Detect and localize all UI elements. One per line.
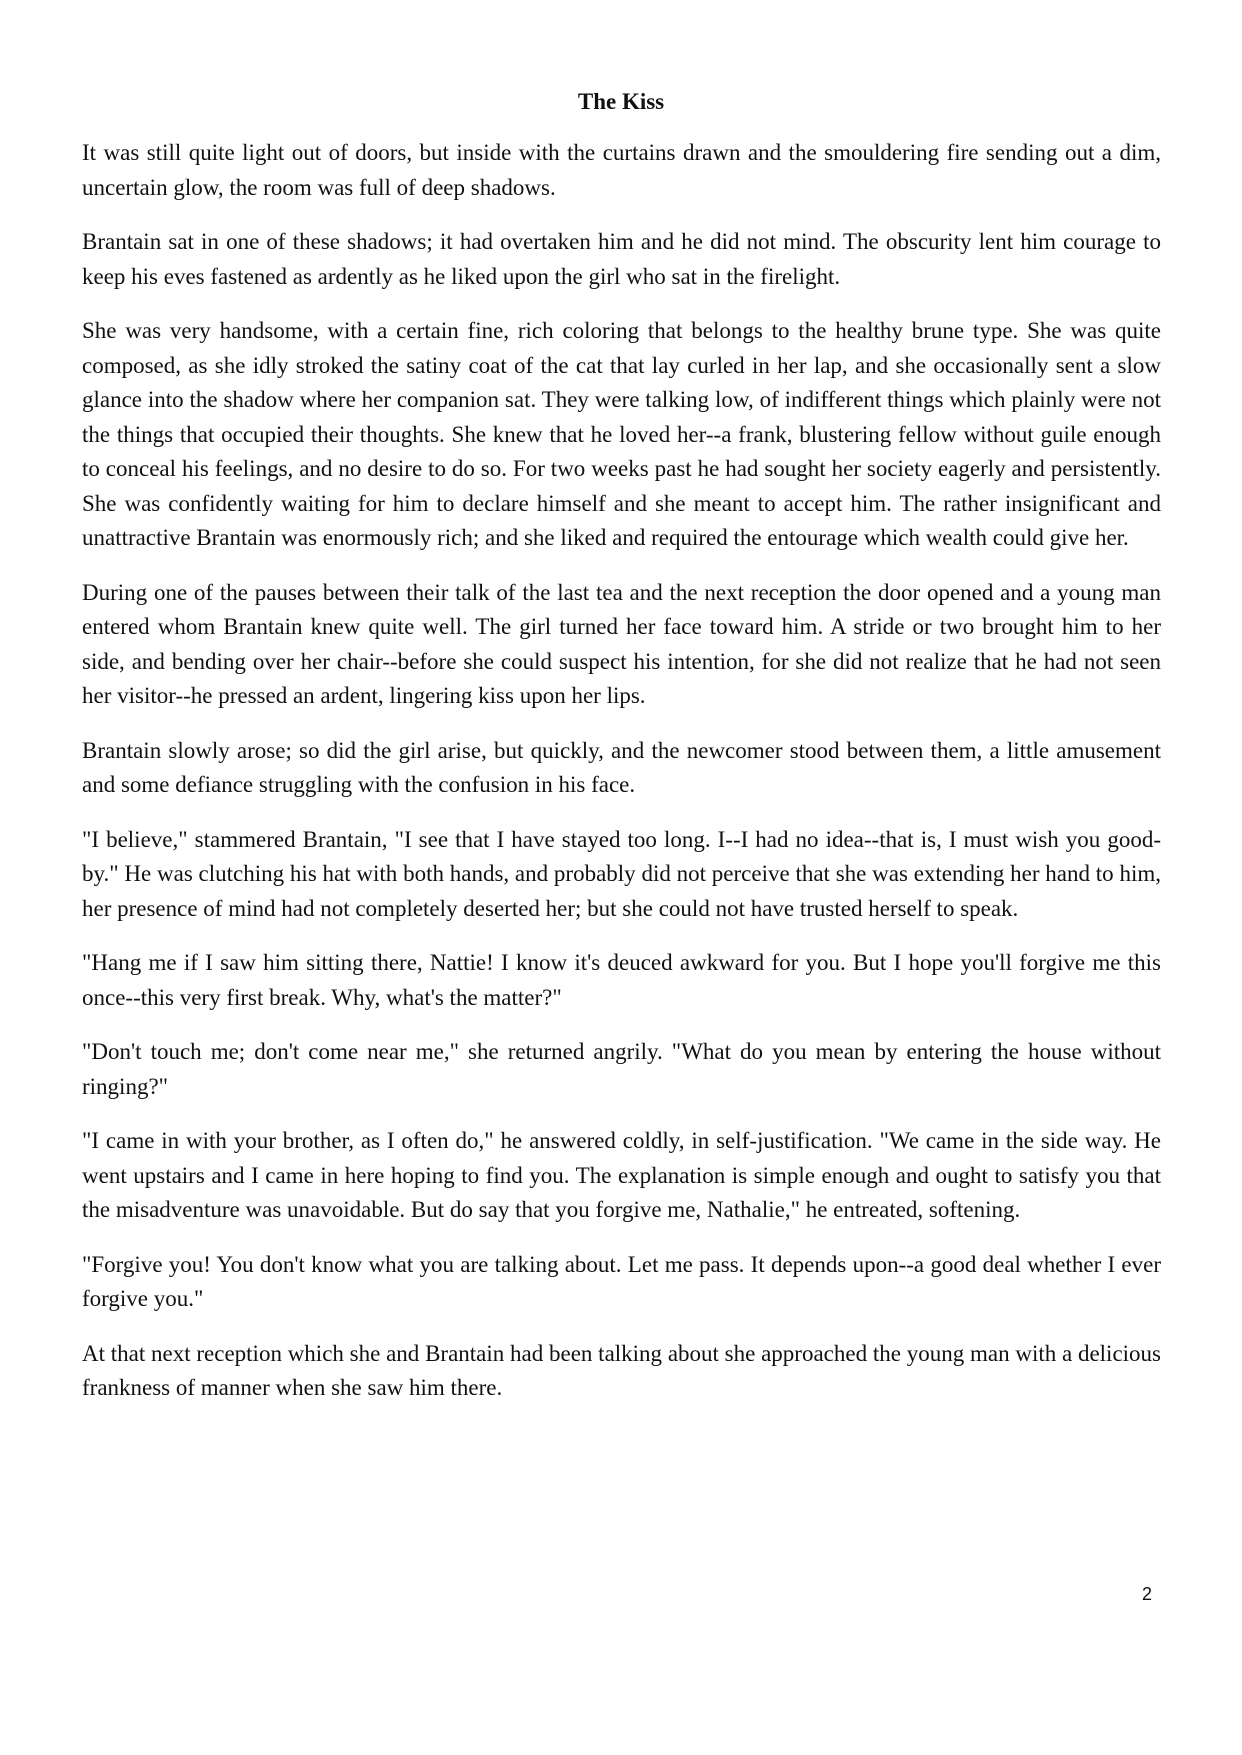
- paragraph-9: "I came in with your brother, as I often do," he answered coldly, in self-justification. "We came in the side way. He went upstairs and I came in here hoping to find you. The explanation is simple enough and ought to satisfy you that the misadventure was unavoidable. But do say that you forgive me, Nathalie," he entreated, softening.: [82, 1128, 1161, 1222]
- paragraph-4: During one of the pauses between their talk of the last tea and the next reception the door opened and a young man entered whom Brantain knew quite well. The girl turned her face toward him. A stride or two brought him to her side, and bending over her chair--before she could suspect his intention, for she did not realize that he had not seen her visitor--he pressed an ardent, lingering kiss upon her lips.: [82, 579, 1161, 708]
- paragraph-8: "Don't touch me; don't come near me," she returned angrily. "What do you mean by entering the house without ringing?": [82, 1039, 1161, 1099]
- paragraph-6: "I believe," stammered Brantain, "I see that I have stayed too long. I--I had no idea--that is, I must wish you good-by." He was clutching his hat with both hands, and probably did not perceive that she was extending her hand to him, her presence of mind had not completely deserted her; but she could not have trusted herself to speak.: [82, 826, 1161, 921]
- story-body: [82, 136, 1161, 1426]
- paragraph-3: She was very handsome, with a certain fine, rich coloring that belongs to the healthy brune type. She was quite composed, as she idly stroked the satiny coat of the cat that lay curled in her lap, and she occasionally sent a slow glance into the shadow where her companion sat. They were talking low, of indifferent things which plainly were not the things that occupied their thoughts. She knew that he loved her--a frank, blustering fellow without guile enough to conceal his feelings, and no desire to do so. For two weeks past he had sought her society eagerly and persistently. She was confidently waiting for him to declare himself and she meant to accept him. The rather insignificant and unattractive Brantain was enormously rich; and she liked and required the entourage which wealth could give her.: [82, 318, 1161, 550]
- page-number: 2: [1141, 1584, 1152, 1604]
- paragraph-11: At that next reception which she and Brantain had been talking about she approached the young man with a delicious frankness of manner when she saw him there.: [82, 1340, 1161, 1400]
- paragraph-7: "Hang me if I saw him sitting there, Nattie! I know it's deuced awkward for you. But I hope you'll forgive me this once--this very first break. Why, what's the matter?": [82, 950, 1161, 1010]
- paragraph-10: "Forgive you! You don't know what you are talking about. Let me pass. It depends upon--a good deal whether I ever forgive you.": [82, 1251, 1161, 1311]
- paragraph-2: Brantain sat in one of these shadows; it had overtaken him and he did not mind. The obscurity lent him courage to keep his eves fastened as ardently as he liked upon the girl who sat in the firelight.: [82, 229, 1161, 289]
- paragraph-1: It was still quite light out of doors, but inside with the curtains drawn and the smouldering fire sending out a dim, uncertain glow, the room was full of deep shadows.: [82, 140, 1161, 200]
- paragraph-5: Brantain slowly arose; so did the girl arise, but quickly, and the newcomer stood between them, a little amusement and some defiance struggling with the confusion in his face.: [82, 737, 1161, 797]
- story-title: The Kiss: [577, 89, 665, 114]
